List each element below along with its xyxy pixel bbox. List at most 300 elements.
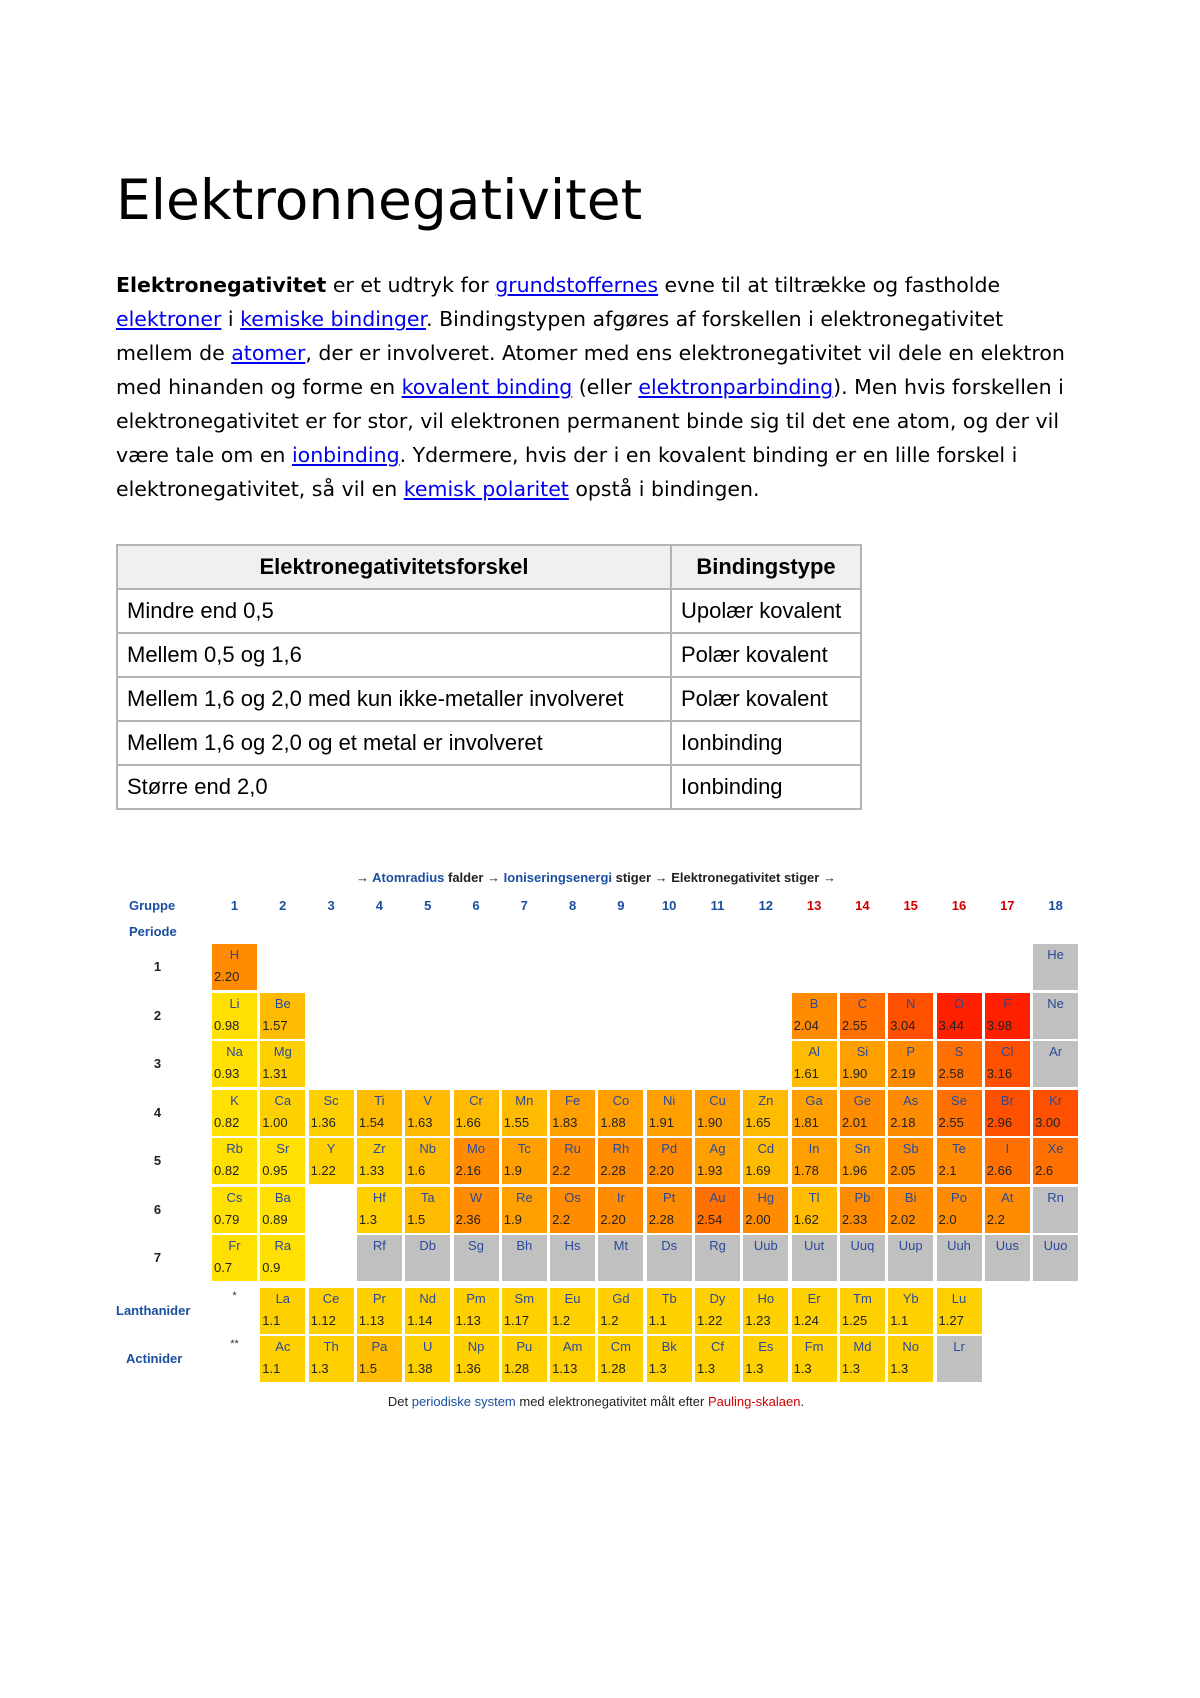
element-symbol: Rg bbox=[709, 1238, 726, 1253]
trend-text: → bbox=[356, 870, 373, 885]
lanthanides-label[interactable]: Lanthanider bbox=[116, 1303, 191, 1318]
element-cell-uup[interactable] bbox=[888, 1235, 933, 1281]
link-ionbinding[interactable]: ionbinding bbox=[291, 443, 400, 467]
link-atomer[interactable]: atomer bbox=[231, 341, 306, 365]
element-symbol: Np bbox=[467, 1339, 485, 1354]
element-cell-na[interactable] bbox=[212, 1041, 257, 1087]
element-cell-lu[interactable] bbox=[937, 1288, 982, 1334]
intro-text: i bbox=[221, 307, 241, 331]
element-cell-pu[interactable] bbox=[502, 1336, 547, 1382]
element-symbol: No bbox=[902, 1339, 919, 1354]
element-electronegativity: 0.89 bbox=[262, 1211, 288, 1227]
element-cell-u[interactable] bbox=[405, 1336, 450, 1382]
group-number: 3 bbox=[327, 898, 335, 913]
element-symbol: Gd bbox=[612, 1290, 630, 1306]
element-cell-xe[interactable] bbox=[1033, 1138, 1078, 1184]
element-electronegativity: 1.78 bbox=[793, 1163, 819, 1178]
element-electronegativity: 1.1 bbox=[262, 1312, 281, 1328]
element-symbol: Mg bbox=[273, 1044, 292, 1059]
element-electronegativity: 3.44 bbox=[938, 1017, 964, 1033]
element-symbol: Ge bbox=[853, 1092, 872, 1108]
element-electronegativity: 1.27 bbox=[938, 1312, 964, 1328]
element-cell-ar[interactable] bbox=[1033, 1041, 1078, 1087]
element-symbol: Pd bbox=[661, 1141, 678, 1156]
trend-text: falder → bbox=[444, 870, 504, 885]
element-electronegativity: 2.19 bbox=[890, 1066, 916, 1081]
element-cell-ti[interactable] bbox=[357, 1090, 402, 1136]
element-cell-hf[interactable] bbox=[357, 1187, 402, 1233]
element-cell-nb[interactable] bbox=[405, 1138, 450, 1184]
element-electronegativity: 1.13 bbox=[358, 1312, 385, 1328]
element-symbol: Lu bbox=[951, 1290, 967, 1306]
element-electronegativity: 1.33 bbox=[358, 1163, 385, 1178]
element-cell-br[interactable] bbox=[985, 1090, 1030, 1136]
element-cell-mn[interactable] bbox=[502, 1090, 547, 1136]
element-symbol: Ti bbox=[374, 1092, 385, 1108]
element-cell-cs[interactable] bbox=[212, 1187, 257, 1233]
element-symbol: Ds bbox=[661, 1238, 678, 1253]
element-cell-db[interactable] bbox=[405, 1235, 450, 1281]
element-cell-zn[interactable] bbox=[743, 1090, 788, 1136]
element-electronegativity: 2.16 bbox=[455, 1163, 481, 1178]
element-cell-ga[interactable] bbox=[792, 1090, 837, 1136]
element-cell-pt[interactable] bbox=[647, 1187, 692, 1233]
element-cell-at[interactable] bbox=[985, 1187, 1030, 1233]
element-electronegativity: 1.31 bbox=[262, 1066, 288, 1081]
element-cell-ca[interactable] bbox=[260, 1090, 305, 1136]
element-cell-rh[interactable] bbox=[598, 1138, 643, 1184]
element-cell-kr[interactable] bbox=[1033, 1090, 1078, 1136]
element-cell-no[interactable] bbox=[888, 1336, 933, 1382]
element-cell-uub[interactable] bbox=[743, 1235, 788, 1281]
table-row bbox=[117, 677, 861, 721]
link-kemiske-bindinger[interactable]: kemiske bindinger bbox=[240, 307, 427, 331]
element-electronegativity: 1.3 bbox=[648, 1361, 667, 1376]
element-cell-hs[interactable] bbox=[550, 1235, 595, 1281]
element-electronegativity: 1.54 bbox=[358, 1114, 385, 1130]
element-symbol: Th bbox=[323, 1339, 339, 1354]
element-symbol: Po bbox=[951, 1189, 967, 1205]
element-symbol: He bbox=[1047, 947, 1064, 962]
element-symbol: Ag bbox=[709, 1141, 726, 1156]
element-cell-sn[interactable] bbox=[840, 1138, 885, 1184]
table-cell: Polær kovalent bbox=[671, 677, 861, 721]
element-electronegativity: 2.04 bbox=[793, 1017, 819, 1033]
link-grundstoffernes[interactable]: grundstoffernes bbox=[495, 273, 659, 297]
element-cell-dy[interactable] bbox=[695, 1288, 740, 1334]
element-cell-la[interactable] bbox=[260, 1288, 305, 1334]
element-symbol: Se bbox=[951, 1092, 967, 1108]
element-cell-er[interactable] bbox=[792, 1288, 837, 1334]
element-symbol: Hs bbox=[564, 1238, 581, 1253]
element-cell-w[interactable] bbox=[454, 1187, 499, 1233]
element-symbol: Re bbox=[515, 1189, 533, 1205]
element-cell-zr[interactable] bbox=[357, 1138, 402, 1184]
element-cell-eu[interactable] bbox=[550, 1288, 595, 1334]
element-electronegativity: 1.2 bbox=[600, 1312, 619, 1328]
element-electronegativity: 2.01 bbox=[841, 1114, 868, 1130]
element-symbol: Sm bbox=[514, 1290, 535, 1306]
element-cell-he[interactable] bbox=[1033, 944, 1078, 990]
element-electronegativity: 2.33 bbox=[841, 1211, 868, 1227]
element-symbol: Hf bbox=[372, 1189, 386, 1205]
table-row bbox=[117, 721, 861, 765]
element-electronegativity: 1.55 bbox=[503, 1114, 530, 1130]
intro-paragraph bbox=[116, 268, 1084, 506]
element-cell-pa[interactable] bbox=[357, 1336, 402, 1382]
intro-text: . Ydermere, hvis der i en kovalent binding er en lille forskel i elektronegativitet, så vil en bbox=[116, 443, 1018, 501]
link-elektronparbinding[interactable]: elektronparbinding bbox=[638, 375, 834, 399]
element-cell-bi[interactable] bbox=[888, 1187, 933, 1233]
element-electronegativity: 0.82 bbox=[214, 1114, 240, 1130]
group-number: 12 bbox=[758, 898, 774, 913]
caption-link-pauling-skalaen[interactable]: Pauling-skalaen bbox=[707, 1394, 801, 1409]
element-symbol: Cf bbox=[711, 1339, 724, 1354]
figure-caption bbox=[116, 1394, 1076, 1409]
element-electronegativity: 0.9 bbox=[262, 1260, 281, 1275]
element-cell-b[interactable] bbox=[792, 993, 837, 1039]
element-symbol: B bbox=[809, 995, 819, 1011]
element-electronegativity: 1.12 bbox=[310, 1312, 336, 1328]
element-cell-yb[interactable] bbox=[888, 1288, 933, 1334]
element-cell-uuh[interactable] bbox=[937, 1235, 982, 1281]
element-cell-n[interactable] bbox=[888, 993, 933, 1039]
element-electronegativity: 1.1 bbox=[262, 1361, 281, 1376]
element-symbol: Db bbox=[419, 1238, 436, 1253]
element-cell-ni[interactable] bbox=[647, 1090, 692, 1136]
element-cell-ta[interactable] bbox=[405, 1187, 450, 1233]
element-cell-ir[interactable] bbox=[598, 1187, 643, 1233]
caption-link-periodiske-system[interactable]: periodiske system bbox=[411, 1394, 516, 1409]
element-cell-cr[interactable] bbox=[454, 1090, 499, 1136]
element-cell-hg[interactable] bbox=[743, 1187, 788, 1233]
element-cell-o[interactable] bbox=[937, 993, 982, 1039]
element-cell-re[interactable] bbox=[502, 1187, 547, 1233]
element-symbol: C bbox=[857, 995, 868, 1011]
element-cell-mt[interactable] bbox=[598, 1235, 643, 1281]
table-row bbox=[117, 589, 861, 633]
element-cell-fr[interactable] bbox=[212, 1235, 257, 1281]
element-cell-tc[interactable] bbox=[502, 1138, 547, 1184]
element-cell-cl[interactable] bbox=[985, 1041, 1030, 1087]
link-kovalent-binding[interactable]: kovalent binding bbox=[401, 375, 573, 399]
element-cell-sg[interactable] bbox=[454, 1235, 499, 1281]
element-cell-rb[interactable] bbox=[212, 1138, 257, 1184]
element-symbol: Ca bbox=[274, 1092, 292, 1108]
element-electronegativity: 1.36 bbox=[455, 1361, 481, 1376]
group-number: 18 bbox=[1048, 898, 1063, 913]
element-symbol: Er bbox=[807, 1290, 821, 1306]
element-cell-be[interactable] bbox=[260, 993, 305, 1039]
element-cell-uuq[interactable] bbox=[840, 1235, 885, 1281]
element-symbol: V bbox=[423, 1092, 433, 1108]
element-symbol: Uuq bbox=[850, 1238, 875, 1253]
element-cell-tl[interactable] bbox=[792, 1187, 837, 1233]
element-cell-pd[interactable] bbox=[647, 1138, 692, 1184]
element-electronegativity: 1.61 bbox=[793, 1066, 819, 1081]
element-symbol: K bbox=[230, 1092, 239, 1108]
element-electronegativity: 1.69 bbox=[745, 1163, 771, 1178]
element-electronegativity: 2.58 bbox=[938, 1066, 964, 1081]
element-cell-uuo[interactable] bbox=[1033, 1235, 1078, 1281]
element-cell-k[interactable] bbox=[212, 1090, 257, 1136]
group-number: 4 bbox=[375, 898, 383, 913]
element-symbol: Yb bbox=[902, 1290, 919, 1306]
element-electronegativity: 1.23 bbox=[745, 1312, 771, 1328]
element-cell-sc[interactable] bbox=[309, 1090, 354, 1136]
intro-text: opstå i bindingen. bbox=[568, 477, 760, 501]
element-cell-uut[interactable] bbox=[792, 1235, 837, 1281]
element-symbol: Cu bbox=[709, 1092, 726, 1108]
element-cell-ra[interactable] bbox=[260, 1235, 305, 1281]
trend-link-ioniseringsenergi[interactable]: Ioniseringsenergi bbox=[503, 870, 613, 885]
element-cell-ag[interactable] bbox=[695, 1138, 740, 1184]
element-cell-fm[interactable] bbox=[792, 1336, 837, 1382]
element-electronegativity: 1.81 bbox=[793, 1114, 819, 1130]
element-symbol: Pb bbox=[854, 1189, 871, 1205]
element-cell-ba[interactable] bbox=[260, 1187, 305, 1233]
element-symbol: Rh bbox=[612, 1141, 630, 1156]
lanthanide-marker: * bbox=[232, 1290, 237, 1302]
element-cell-sb[interactable] bbox=[888, 1138, 933, 1184]
group-number: 5 bbox=[424, 898, 432, 913]
element-cell-ac[interactable] bbox=[260, 1336, 305, 1382]
caption-text: . bbox=[800, 1394, 805, 1409]
element-cell-th[interactable] bbox=[309, 1336, 354, 1382]
element-cell-al[interactable] bbox=[792, 1041, 837, 1087]
element-cell-f[interactable] bbox=[985, 993, 1030, 1039]
element-cell-se[interactable] bbox=[937, 1090, 982, 1136]
element-symbol: Sr bbox=[276, 1141, 290, 1156]
element-electronegativity: 1.88 bbox=[600, 1114, 626, 1130]
element-electronegativity: 2.1 bbox=[938, 1163, 957, 1178]
element-symbol: Kr bbox=[1049, 1092, 1063, 1108]
element-cell-as[interactable] bbox=[888, 1090, 933, 1136]
element-electronegativity: 2.2 bbox=[552, 1211, 571, 1227]
element-symbol: Os bbox=[564, 1189, 581, 1205]
element-cell-au[interactable] bbox=[695, 1187, 740, 1233]
element-symbol: Uuo bbox=[1043, 1238, 1068, 1253]
table-cell: Ionbinding bbox=[671, 721, 861, 765]
element-cell-h[interactable] bbox=[212, 944, 257, 990]
element-symbol: Ho bbox=[757, 1290, 775, 1306]
element-electronegativity: 2.54 bbox=[697, 1211, 723, 1227]
element-electronegativity: 1.90 bbox=[697, 1114, 723, 1130]
element-cell-cd[interactable] bbox=[743, 1138, 788, 1184]
element-symbol: Ga bbox=[805, 1092, 823, 1108]
element-electronegativity: 1.25 bbox=[841, 1312, 868, 1328]
element-electronegativity: 1.63 bbox=[407, 1114, 433, 1130]
element-symbol: Uub bbox=[753, 1238, 778, 1253]
element-electronegativity: 1.22 bbox=[310, 1163, 336, 1178]
element-electronegativity: 3.98 bbox=[986, 1017, 1013, 1033]
element-cell-ru[interactable] bbox=[550, 1138, 595, 1184]
element-symbol: Cr bbox=[469, 1092, 483, 1108]
element-symbol: Bh bbox=[516, 1238, 533, 1253]
group-number: 14 bbox=[855, 898, 870, 913]
element-cell-nd[interactable] bbox=[405, 1288, 450, 1334]
element-symbol: F bbox=[1003, 995, 1012, 1011]
element-symbol: Zn bbox=[758, 1092, 774, 1108]
element-electronegativity: 1.13 bbox=[552, 1361, 578, 1376]
element-symbol: Rb bbox=[226, 1141, 243, 1156]
element-electronegativity: 2.2 bbox=[986, 1211, 1005, 1227]
element-electronegativity: 2.05 bbox=[890, 1163, 916, 1178]
table-cell: Upolær kovalent bbox=[671, 589, 861, 633]
period-number: 6 bbox=[153, 1201, 162, 1217]
element-cell-fe[interactable] bbox=[550, 1090, 595, 1136]
element-cell-v[interactable] bbox=[405, 1090, 450, 1136]
actinides-label[interactable]: Actinider bbox=[126, 1351, 183, 1366]
group-number: 7 bbox=[520, 898, 528, 913]
element-cell-rn[interactable] bbox=[1033, 1187, 1078, 1233]
group-label: Gruppe bbox=[129, 898, 176, 913]
element-symbol: Fm bbox=[804, 1339, 824, 1354]
element-electronegativity: 1.00 bbox=[262, 1114, 288, 1130]
element-symbol: Uut bbox=[803, 1238, 825, 1253]
element-symbol: Fe bbox=[565, 1092, 581, 1108]
element-cell-pm[interactable] bbox=[454, 1288, 499, 1334]
period-number: 3 bbox=[153, 1056, 162, 1071]
element-cell-te[interactable] bbox=[937, 1138, 982, 1184]
element-cell-es[interactable] bbox=[743, 1336, 788, 1382]
element-cell-np[interactable] bbox=[454, 1336, 499, 1382]
element-symbol: N bbox=[905, 995, 916, 1011]
element-cell-cu[interactable] bbox=[695, 1090, 740, 1136]
element-electronegativity: 1.66 bbox=[455, 1114, 481, 1130]
element-cell-lr[interactable] bbox=[937, 1336, 982, 1382]
element-symbol: Sb bbox=[902, 1141, 919, 1156]
table-cell: Mellem 1,6 og 2,0 med kun ikke-metaller involveret bbox=[117, 677, 671, 721]
element-cell-i[interactable] bbox=[985, 1138, 1030, 1184]
table-cell: Mellem 0,5 og 1,6 bbox=[117, 633, 671, 677]
page-title: Elektronnegativitet bbox=[116, 168, 643, 232]
element-cell-am[interactable] bbox=[550, 1336, 595, 1382]
element-cell-ge[interactable] bbox=[840, 1090, 885, 1136]
element-symbol: Sg bbox=[468, 1238, 484, 1253]
element-symbol: Tl bbox=[808, 1189, 820, 1205]
trend-link-atomradius[interactable]: Atomradius bbox=[372, 870, 445, 885]
caption-text: med elektronegativitet målt efter bbox=[515, 1394, 708, 1409]
element-cell-cf[interactable] bbox=[695, 1336, 740, 1382]
group-number: 6 bbox=[472, 898, 480, 913]
element-cell-bh[interactable] bbox=[502, 1235, 547, 1281]
element-cell-p[interactable] bbox=[888, 1041, 933, 1087]
element-symbol: Uus bbox=[995, 1238, 1019, 1253]
table-cell: Polær kovalent bbox=[671, 633, 861, 677]
element-cell-ho[interactable] bbox=[743, 1288, 788, 1334]
element-cell-li[interactable] bbox=[212, 993, 257, 1039]
element-cell-md[interactable] bbox=[840, 1336, 885, 1382]
element-electronegativity: 1.13 bbox=[455, 1312, 481, 1328]
element-symbol: Au bbox=[709, 1189, 726, 1205]
element-electronegativity: 3.00 bbox=[1035, 1114, 1061, 1130]
element-symbol: Ta bbox=[420, 1189, 435, 1205]
period-number: 1 bbox=[153, 959, 162, 974]
element-cell-in[interactable] bbox=[792, 1138, 837, 1184]
element-cell-rf[interactable] bbox=[357, 1235, 402, 1281]
element-symbol: H bbox=[229, 947, 240, 962]
element-symbol: Ne bbox=[1047, 995, 1064, 1011]
element-electronegativity: 0.79 bbox=[214, 1211, 240, 1227]
element-cell-y[interactable] bbox=[309, 1138, 354, 1184]
table-cell: Mellem 1,6 og 2,0 og et metal er involveret bbox=[117, 721, 671, 765]
element-cell-bk[interactable] bbox=[647, 1336, 692, 1382]
element-electronegativity: 2.66 bbox=[986, 1163, 1013, 1178]
element-cell-tm[interactable] bbox=[840, 1288, 885, 1334]
element-electronegativity: 2.0 bbox=[938, 1211, 957, 1227]
element-electronegativity: 1.3 bbox=[841, 1361, 860, 1376]
group-number: 15 bbox=[903, 898, 918, 913]
element-cell-po[interactable] bbox=[937, 1187, 982, 1233]
element-cell-pb[interactable] bbox=[840, 1187, 885, 1233]
element-symbol: Nd bbox=[419, 1290, 436, 1306]
element-electronegativity: 1.17 bbox=[503, 1312, 530, 1328]
element-symbol: Uuh bbox=[947, 1238, 971, 1253]
element-cell-si[interactable] bbox=[840, 1041, 885, 1087]
element-electronegativity: 0.95 bbox=[262, 1163, 288, 1178]
element-symbol: Y bbox=[326, 1141, 336, 1156]
element-symbol: Cd bbox=[757, 1141, 775, 1156]
element-cell-mg[interactable] bbox=[260, 1041, 305, 1087]
element-cell-cm[interactable] bbox=[598, 1336, 643, 1382]
element-cell-tb[interactable] bbox=[647, 1288, 692, 1334]
element-electronegativity: 1.96 bbox=[841, 1163, 868, 1178]
element-cell-ds[interactable] bbox=[647, 1235, 692, 1281]
element-electronegativity: 1.90 bbox=[841, 1066, 868, 1081]
element-cell-mo[interactable] bbox=[454, 1138, 499, 1184]
element-cell-co[interactable] bbox=[598, 1090, 643, 1136]
link-elektroner[interactable]: elektroner bbox=[116, 307, 222, 331]
element-cell-sm[interactable] bbox=[502, 1288, 547, 1334]
element-electronegativity: 1.3 bbox=[745, 1361, 764, 1376]
intro-text: . Bindingstypen afgøres af forskellen i elektronegativitet mellem de bbox=[116, 307, 1004, 365]
element-cell-uus[interactable] bbox=[985, 1235, 1030, 1281]
table-cell: Ionbinding bbox=[671, 765, 861, 809]
element-cell-ne[interactable] bbox=[1033, 993, 1078, 1039]
element-symbol: Ar bbox=[1049, 1044, 1063, 1059]
periodic-table-figure bbox=[116, 860, 1076, 1420]
trend-text: stiger → Elektronegativitet stiger → bbox=[612, 870, 836, 885]
element-electronegativity: 2.55 bbox=[841, 1017, 868, 1033]
intro-text: (eller bbox=[572, 375, 639, 399]
element-electronegativity: 1.3 bbox=[890, 1361, 909, 1376]
element-cell-rg[interactable] bbox=[695, 1235, 740, 1281]
element-electronegativity: 2.28 bbox=[648, 1211, 674, 1227]
element-cell-os[interactable] bbox=[550, 1187, 595, 1233]
element-symbol: Sc bbox=[323, 1092, 339, 1108]
element-symbol: In bbox=[808, 1141, 820, 1156]
element-cell-s[interactable] bbox=[937, 1041, 982, 1087]
intro-text: , der er involveret. Atomer med ens elektronegativitet vil dele en elektron med hinanden og forme en bbox=[116, 341, 1065, 399]
element-symbol: Tm bbox=[853, 1290, 872, 1306]
element-cell-ce[interactable] bbox=[309, 1288, 354, 1334]
element-symbol: Tc bbox=[517, 1141, 531, 1156]
element-symbol: As bbox=[903, 1092, 919, 1108]
element-symbol: Lr bbox=[953, 1339, 965, 1354]
element-symbol: Md bbox=[853, 1339, 872, 1354]
period-number: 4 bbox=[153, 1104, 162, 1120]
element-symbol: La bbox=[275, 1290, 291, 1306]
element-cell-c[interactable] bbox=[840, 993, 885, 1039]
element-symbol: P bbox=[906, 1044, 916, 1059]
element-electronegativity: 1.3 bbox=[697, 1361, 716, 1376]
element-symbol: Si bbox=[856, 1044, 869, 1059]
element-cell-pr[interactable] bbox=[357, 1288, 402, 1334]
element-cell-gd[interactable] bbox=[598, 1288, 643, 1334]
link-kemisk-polaritet[interactable]: kemisk polaritet bbox=[403, 477, 569, 501]
element-cell-sr[interactable] bbox=[260, 1138, 305, 1184]
